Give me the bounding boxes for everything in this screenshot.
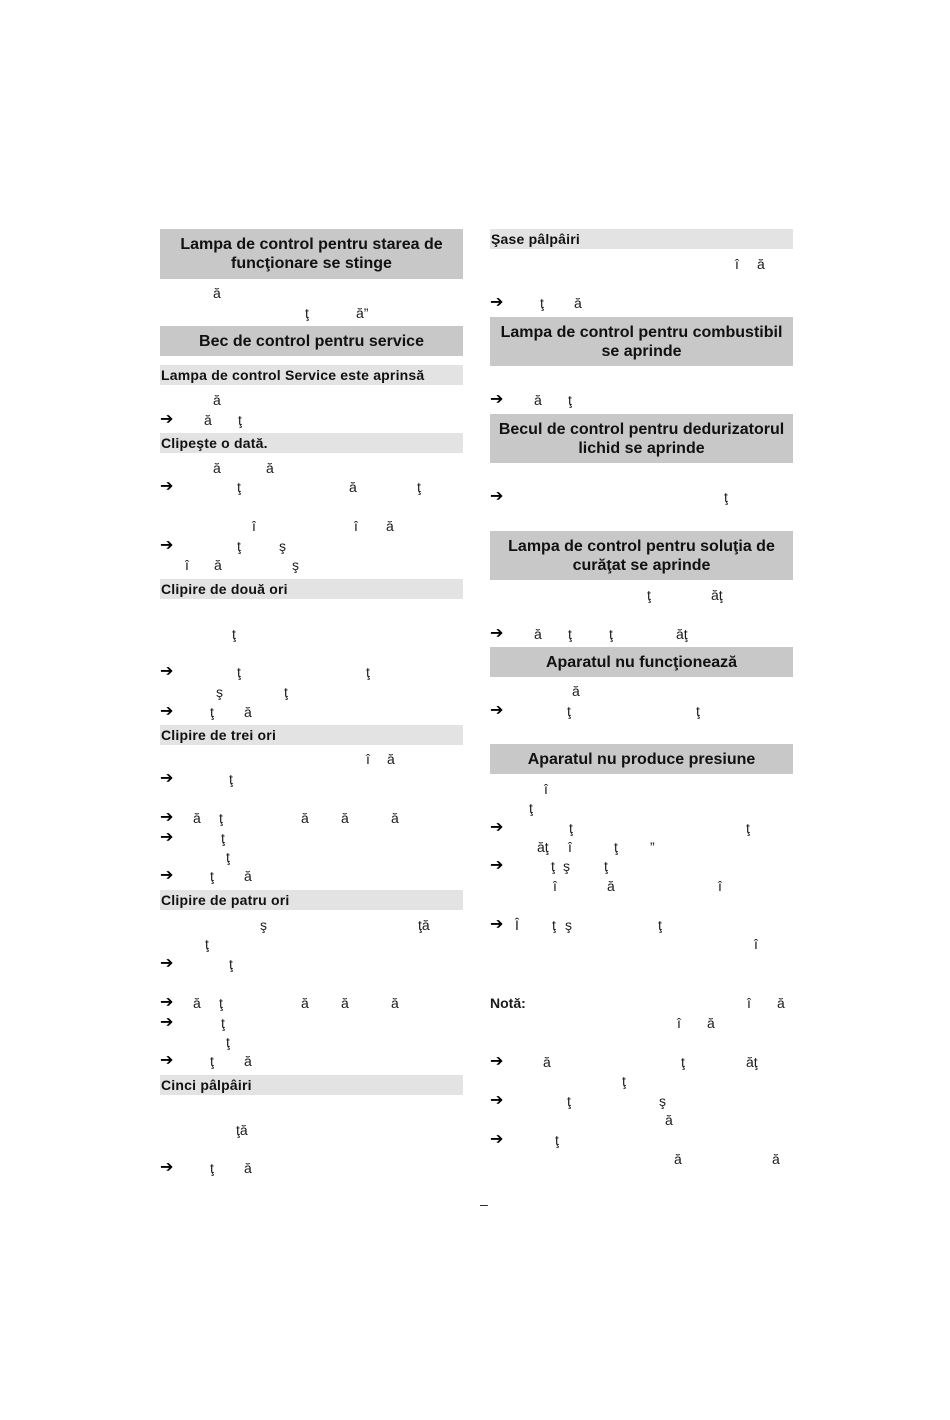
text-fragment: ă — [757, 256, 765, 272]
text-fragment: ţă — [418, 917, 430, 933]
text-fragment: ă — [572, 683, 580, 699]
arrow-icon: ➔ — [160, 994, 174, 1011]
text-fragment: ţ — [305, 305, 309, 321]
text-fragment: ţ — [622, 1073, 626, 1089]
text-fragment: ă — [349, 479, 357, 495]
text-fragment: ă — [386, 518, 394, 534]
text-fragment: ţ — [284, 684, 288, 700]
text-fragment: ţ — [226, 849, 230, 865]
text-fragment: ă — [707, 1015, 715, 1031]
subheading-blink-three-times: Clipire de trei ori — [160, 725, 463, 745]
text-fragment: ă — [214, 557, 222, 573]
text-fragment: î — [553, 878, 557, 894]
text-fragment: ţ — [232, 626, 236, 642]
text-fragment: ş — [563, 858, 570, 874]
text-fragment: ţă — [236, 1122, 248, 1138]
text-fragment: î — [718, 878, 722, 894]
text-fragment: ţ — [219, 995, 223, 1011]
text-fragment: ă — [341, 810, 349, 826]
arrow-icon: ➔ — [160, 411, 174, 428]
arrow-icon: ➔ — [160, 1014, 174, 1031]
text-fragment: î — [735, 256, 739, 272]
text-fragment: ă — [534, 392, 542, 408]
text-fragment: î — [185, 557, 189, 573]
subheading-blink-once: Clipeşte o dată. — [160, 433, 463, 453]
text-fragment: î — [544, 781, 548, 797]
text-fragment: î — [754, 936, 758, 952]
text-fragment: ă — [341, 995, 349, 1011]
text-fragment: ţ — [221, 1015, 225, 1031]
arrow-icon: ➔ — [490, 857, 504, 874]
text-fragment: ă — [772, 1151, 780, 1167]
text-fragment: ţ — [568, 626, 572, 642]
subheading-blink-four-times: Clipire de patru ori — [160, 890, 463, 910]
arrow-icon: ➔ — [160, 867, 174, 884]
text-fragment: ţ — [555, 1132, 559, 1148]
arrow-icon: ➔ — [490, 1131, 504, 1148]
arrow-icon: ➔ — [160, 1159, 174, 1176]
text-fragment: î — [366, 751, 370, 767]
text-fragment: ţ — [205, 936, 209, 952]
text-fragment: ş — [565, 917, 572, 933]
subheading-six-blinks: Şase pâlpâiri — [490, 229, 793, 249]
section-heading-not-working: Aparatul nu funcţionează — [490, 647, 793, 677]
text-fragment: ţ — [210, 1160, 214, 1176]
arrow-icon: ➔ — [490, 391, 504, 408]
text-fragment: ţ — [614, 839, 618, 855]
text-fragment: ţ — [210, 704, 214, 720]
text-fragment: ăţ — [746, 1054, 758, 1070]
text-fragment: ţ — [681, 1054, 685, 1070]
text-fragment: ţ — [647, 587, 651, 603]
text-fragment: ăţ — [676, 626, 688, 642]
text-fragment: ă — [244, 704, 252, 720]
text-fragment: ţ — [552, 917, 556, 933]
text-fragment: ă — [244, 1053, 252, 1069]
arrow-icon: ➔ — [160, 829, 174, 846]
text-fragment: ş — [292, 557, 299, 573]
text-fragment: ş — [260, 917, 267, 933]
text-fragment: ţ — [366, 664, 370, 680]
arrow-icon: ➔ — [160, 809, 174, 826]
text-fragment: ţ — [551, 858, 555, 874]
arrow-icon: ➔ — [160, 955, 174, 972]
text-fragment: ă — [193, 810, 201, 826]
text-fragment: î — [677, 1015, 681, 1031]
text-fragment: ţ — [221, 830, 225, 846]
section-heading-fuel-lamp: Lampa de control pentru combustibil se aprinde — [490, 317, 793, 366]
text-fragment: Î — [515, 917, 519, 933]
text-fragment: î — [354, 518, 358, 534]
text-fragment: ă — [534, 626, 542, 642]
text-fragment: ţ — [238, 412, 242, 428]
text-fragment: ăţ — [537, 839, 549, 855]
text-fragment: ţ — [237, 664, 241, 680]
arrow-icon: ➔ — [160, 703, 174, 720]
text-fragment: ş — [216, 684, 223, 700]
text-fragment: ţ — [237, 538, 241, 554]
note-label: Notă: — [490, 995, 526, 1011]
text-fragment: ţ — [540, 295, 544, 311]
text-fragment: ţ — [529, 800, 533, 816]
text-fragment: ţ — [569, 820, 573, 836]
text-fragment: ă — [301, 995, 309, 1011]
text-fragment: ţ — [229, 956, 233, 972]
text-fragment: î — [252, 518, 256, 534]
text-fragment: ţ — [746, 820, 750, 836]
arrow-icon: ➔ — [490, 819, 504, 836]
text-fragment: ţ — [210, 868, 214, 884]
text-fragment: ţ — [210, 1053, 214, 1069]
text-fragment: ă — [391, 810, 399, 826]
text-fragment: ţ — [658, 917, 662, 933]
arrow-icon: ➔ — [490, 702, 504, 719]
text-fragment: ţ — [724, 489, 728, 505]
arrow-icon: ➔ — [160, 478, 174, 495]
text-fragment: ţ — [237, 479, 241, 495]
text-fragment: ţ — [568, 392, 572, 408]
arrow-icon: ➔ — [490, 916, 504, 933]
text-fragment: ă — [244, 868, 252, 884]
text-fragment: ă — [266, 460, 274, 476]
text-fragment: ă — [391, 995, 399, 1011]
arrow-icon: ➔ — [160, 537, 174, 554]
text-fragment: ş — [279, 538, 286, 554]
section-heading-operating-lamp: Lampa de control pentru starea de funcţionare se stinge — [160, 229, 463, 279]
section-heading-softener-lamp: Becul de control pentru dedurizatorul lichid se aprinde — [490, 414, 793, 463]
text-fragment: ţ — [696, 703, 700, 719]
text-fragment: ă — [213, 392, 221, 408]
subheading-service-lit: Lampa de control Service este aprinsă — [160, 365, 463, 385]
text-fragment: ă — [387, 751, 395, 767]
text-fragment: ă” — [356, 305, 369, 321]
text-fragment: ş — [659, 1093, 666, 1109]
text-fragment: ă — [674, 1151, 682, 1167]
text-fragment: ţ — [567, 1093, 571, 1109]
text-fragment: î — [568, 839, 572, 855]
page-footer-dash: – — [480, 1196, 488, 1212]
section-heading-detergent-lamp: Lampa de control pentru soluţia de curăţat se aprinde — [490, 531, 793, 580]
arrow-icon: ➔ — [160, 663, 174, 680]
subheading-five-blinks: Cinci pâlpâiri — [160, 1075, 463, 1095]
text-fragment: ” — [650, 839, 655, 855]
text-fragment: ă — [574, 295, 582, 311]
arrow-icon: ➔ — [160, 1052, 174, 1069]
section-heading-service-lamp: Bec de control pentru service — [160, 326, 463, 356]
text-fragment: ţ — [219, 810, 223, 826]
arrow-icon: ➔ — [490, 625, 504, 642]
subheading-blink-twice: Clipire de două ori — [160, 579, 463, 599]
text-fragment: ţ — [226, 1034, 230, 1050]
arrow-icon: ➔ — [490, 488, 504, 505]
arrow-icon: ➔ — [160, 770, 174, 787]
section-heading-no-pressure: Aparatul nu produce presiune — [490, 744, 793, 774]
text-fragment: ă — [665, 1112, 673, 1128]
text-fragment: ţ — [609, 626, 613, 642]
text-fragment: ţ — [417, 479, 421, 495]
arrow-icon: ➔ — [490, 1053, 504, 1070]
text-fragment: ă — [543, 1054, 551, 1070]
arrow-icon: ➔ — [490, 1092, 504, 1109]
text-fragment: ă — [193, 995, 201, 1011]
text-fragment: ă — [777, 995, 785, 1011]
text-fragment: ă — [213, 460, 221, 476]
text-fragment: ăţ — [711, 587, 723, 603]
text-fragment: ă — [204, 412, 212, 428]
text-fragment: ă — [213, 285, 221, 301]
text-fragment: ţ — [604, 858, 608, 874]
text-fragment: ă — [301, 810, 309, 826]
text-fragment: ţ — [229, 771, 233, 787]
arrow-icon: ➔ — [490, 294, 504, 311]
text-fragment: ă — [244, 1160, 252, 1176]
text-fragment: î — [747, 995, 751, 1011]
text-fragment: ţ — [567, 703, 571, 719]
text-fragment: ă — [607, 878, 615, 894]
